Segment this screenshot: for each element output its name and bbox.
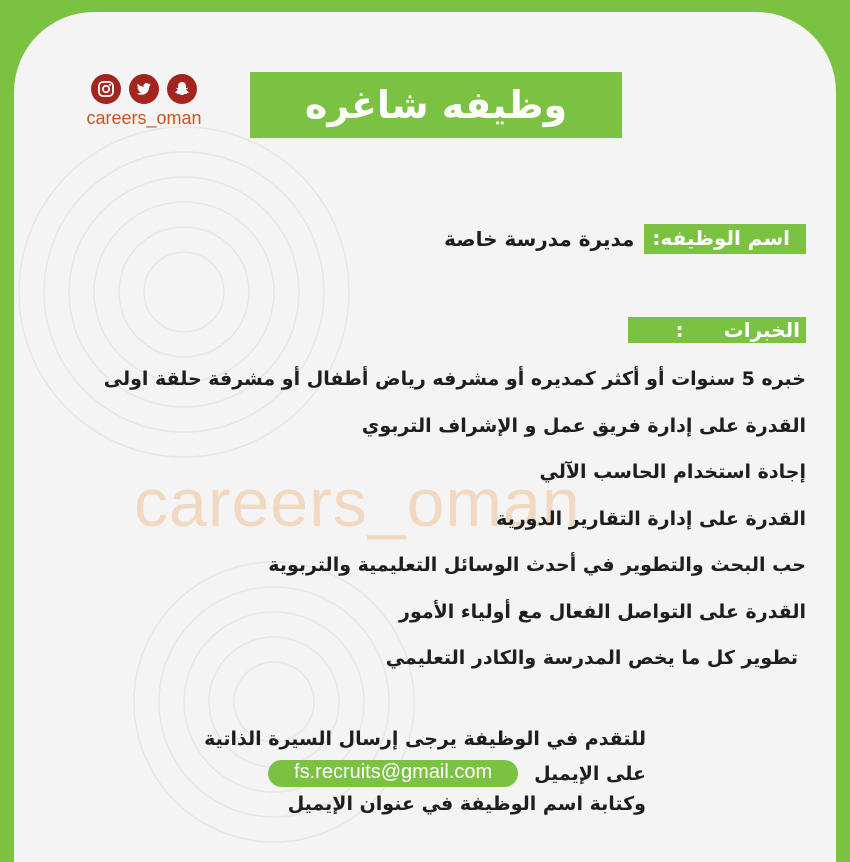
email-link[interactable]: fs.recruits@gmail.com <box>268 760 518 787</box>
experience-colon: : <box>675 318 684 342</box>
experience-heading <box>628 317 806 343</box>
apply-section <box>146 728 646 815</box>
twitter-icon[interactable] <box>129 74 159 104</box>
experience-list <box>16 361 806 687</box>
page-title: وظيفه شاغره <box>250 72 622 138</box>
experience-label: الخبرات <box>723 318 800 342</box>
list-item: القدرة على إدارة التقارير الدورية <box>496 507 806 530</box>
snapchat-icon[interactable] <box>167 74 197 104</box>
flyer-card <box>14 12 836 862</box>
apply-instruction: للتقدم في الوظيفة يرجى إرسال السيرة الذاتية <box>204 728 646 750</box>
list-item: تطوير كل ما يخص المدرسة والكادر التعليمي <box>385 647 798 669</box>
social-handle[interactable]: careers_oman <box>86 108 202 128</box>
list-item: القدرة على التواصل الفعال مع أولياء الأمور <box>399 600 806 623</box>
social-icons <box>91 74 197 104</box>
job-row <box>444 224 806 254</box>
list-item: خبره 5 سنوات أو أكثر كمديره أو مشرفه رياض أطفال أو مشرفة حلقة اولى <box>103 368 806 390</box>
email-label: على الإيميل <box>534 762 646 785</box>
email-subject-instruction: وكتابة اسم الوظيفة في عنوان الإيميل <box>287 793 646 815</box>
email-row <box>146 760 646 787</box>
list-item: حب البحث والتطوير في أحدث الوسائل التعليمية والتربوية <box>268 554 806 576</box>
job-label: اسم الوظيفه: <box>644 224 806 254</box>
list-item: إجادة استخدام الحاسب الآلي <box>539 461 806 483</box>
watermark: careers_oman <box>134 465 581 541</box>
social-block <box>74 74 214 129</box>
list-item: القدرة على إدارة فريق عمل و الإشراف التربوي <box>361 414 806 437</box>
instagram-icon[interactable] <box>91 74 121 104</box>
job-title: مديرة مدرسة خاصة <box>444 227 635 251</box>
